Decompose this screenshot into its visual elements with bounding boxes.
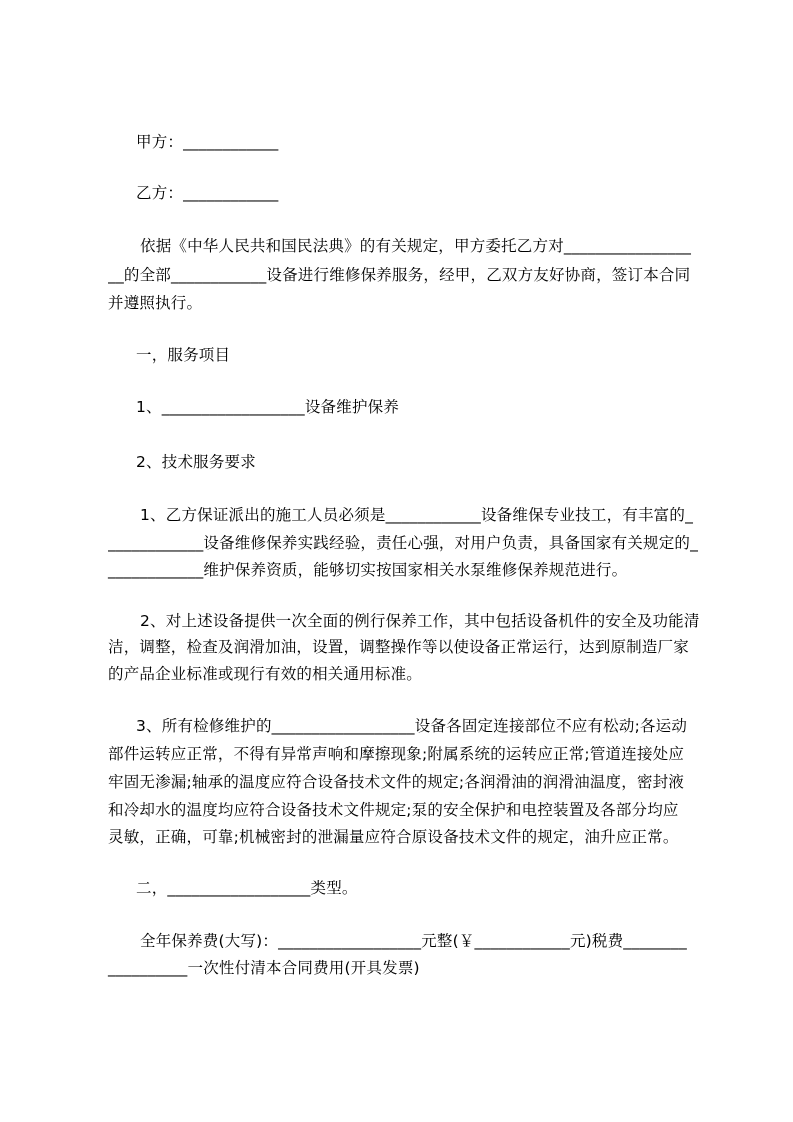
service-item-2: 2、技术服务要求 (136, 453, 256, 471)
service-item-1: 1、__________________设备维护保养 (136, 398, 400, 416)
intro-line-3: 并遵照执行。 (108, 294, 203, 312)
requirement-2-line-1: 2、对上述设备提供一次全面的例行保养工作，其中包括设备机件的安全及功能清 (140, 612, 700, 630)
intro-line-1: 依据《中华人民共和国民法典》的有关规定，甲方委托乙方对________________ (140, 237, 692, 255)
requirement-3-line-3: 牢固无渗漏;轴承的温度应符合设备技术文件的规定;各润滑油的润滑油温度，密封液 (108, 773, 685, 791)
requirement-3-line-1: 3、所有检修维护的__________________设备各固定连接部位不应有松动;各运动 (136, 717, 688, 735)
intro-line-2: __的全部____________设备进行维修保养服务，经甲，乙双方友好协商，签订本合同 (108, 266, 691, 284)
fee-line-2: __________一次性付清本合同费用(开具发票) (108, 959, 420, 977)
party-b-line: 乙方：____________ (136, 184, 279, 202)
requirement-3-line-5: 灵敏，正确，可靠;机械密封的泄漏量应符合原设备技术文件的规定，油升应正常。 (108, 828, 679, 846)
requirement-1-line-1: 1、乙方保证派出的施工人员必须是____________设备维保专业技工，有丰富的_ (140, 506, 694, 524)
section-1-heading: 一，服务项目 (136, 346, 231, 364)
section-2-heading: 二，__________________类型。 (136, 879, 358, 897)
requirement-3-line-4: 和冷却水的温度均应符合设备技术文件规定;泵的安全保护和电控装置及各部分均应 (108, 801, 679, 819)
fee-line-1: 全年保养费(大写)：__________________元整(￥____________元)税费________ (140, 932, 687, 950)
requirement-2-line-3: 的产品企业标准或现行有效的相关通用标准。 (108, 665, 423, 683)
requirement-1-line-3: ____________维护保养资质，能够切实按国家相关水泵维修保养规范进行。 (108, 561, 628, 579)
requirement-1-line-2: ____________设备维修保养实践经验，责任心强，对用户负责，具备国家有关规定的_ (108, 534, 699, 552)
requirement-3-line-2: 部件运转应正常，不得有异常声响和摩擦现象;附属系统的运转应正常;管道连接处应 (108, 745, 685, 763)
requirement-2-line-2: 洁，调整，检查及润滑加油，设置，调整操作等以使设备正常运行，达到原制造厂家 (108, 638, 689, 656)
party-a-line: 甲方：____________ (136, 133, 279, 151)
